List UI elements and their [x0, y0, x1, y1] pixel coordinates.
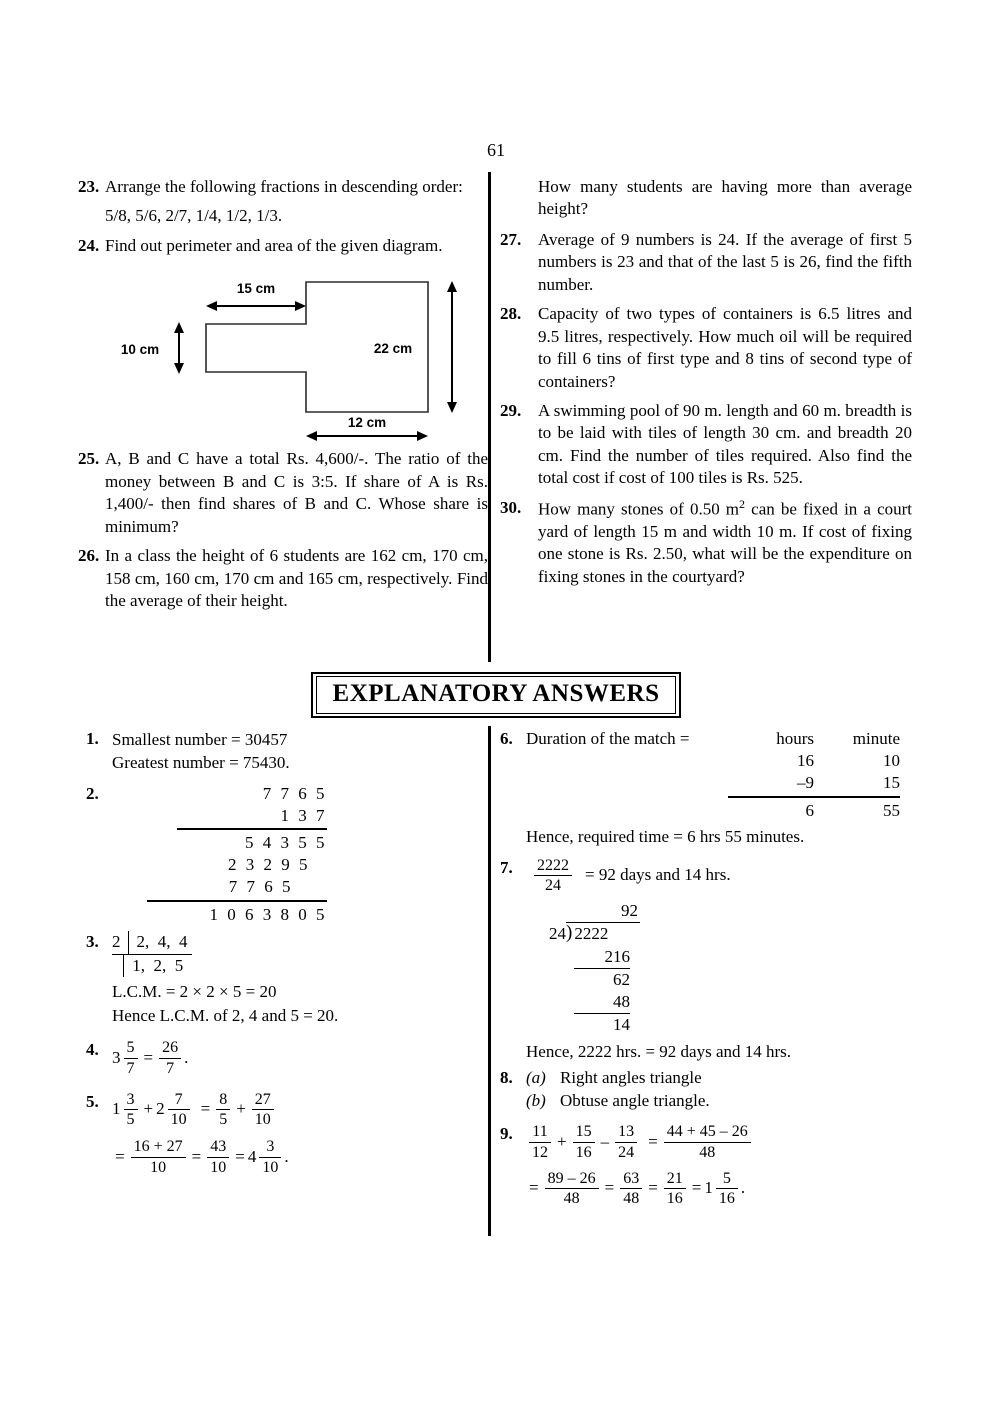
lcm-conclusion: Hence L.C.M. of 2, 4 and 5 = 20.	[112, 1005, 339, 1025]
denominator: 16	[575, 1143, 592, 1161]
numerator: 63	[620, 1170, 642, 1189]
answer-body	[526, 857, 900, 1064]
fraction-7	[259, 1138, 281, 1176]
answer-body	[526, 1123, 900, 1207]
equals-sign-4: =	[235, 1146, 245, 1166]
fraction-2	[159, 1039, 181, 1077]
lcm-spacer	[112, 955, 123, 977]
answer-number: 6.	[500, 729, 513, 748]
subtraction-row-3	[526, 991, 676, 1013]
table-row	[526, 772, 900, 794]
explanatory-answers-banner	[0, 672, 992, 718]
numerator: 3	[259, 1138, 281, 1157]
lcm-values-row-2: 1, 2, 5	[123, 955, 187, 977]
denominator: 16	[718, 1190, 735, 1208]
table-header-row	[526, 728, 900, 750]
arrowhead-up-right	[447, 281, 457, 292]
question-26	[78, 545, 488, 612]
questions-left-column	[78, 176, 488, 619]
gutter	[526, 1013, 574, 1036]
question-number: 26.	[78, 546, 100, 566]
hours-value-2: –9	[797, 773, 814, 793]
rule-1	[177, 828, 327, 830]
equals-sign-1: =	[200, 1099, 211, 1119]
subtraction-row-2	[526, 968, 676, 991]
gutter	[526, 946, 574, 968]
step-polygon-figure	[78, 264, 488, 444]
whole-part: 1	[112, 1099, 121, 1119]
table-row	[526, 750, 900, 772]
part-label-a: (a)	[526, 1068, 546, 1088]
answer-number: 2.	[86, 783, 99, 803]
quotient: 92	[566, 900, 640, 923]
numerator: 3	[124, 1091, 138, 1110]
whole-part: 3	[112, 1047, 121, 1067]
remainder-final: 14	[574, 1013, 630, 1036]
answer-number: 8.	[500, 1068, 513, 1088]
fraction-4	[664, 1123, 751, 1161]
hours-result: 6	[805, 801, 814, 821]
fraction-5	[545, 1170, 599, 1208]
numerator: 5	[716, 1170, 738, 1189]
lcm-division-box	[112, 931, 192, 976]
period: .	[740, 1178, 746, 1198]
dividend-row	[526, 923, 676, 945]
arrowhead-right-top	[295, 301, 306, 311]
minutes-value-1: 10	[883, 751, 900, 771]
question-number: 30.	[500, 497, 522, 517]
figure-label-top: 15 cm	[236, 281, 276, 297]
question-text: Capacity of two types of containers is 6.5 litres and 9.5 litres, respectively. How much oil will be required to fill 6 tins of first type and 8 tins of second type of containers?	[538, 304, 912, 391]
fraction-7	[664, 1170, 686, 1208]
equals-sign-1: =	[648, 1131, 658, 1151]
denominator: 10	[150, 1158, 167, 1176]
answer-number: 5.	[86, 1091, 99, 1111]
arrowhead-up-left	[174, 322, 184, 333]
question-27	[500, 229, 912, 296]
denominator: 24	[618, 1143, 635, 1161]
answer-body	[526, 728, 900, 849]
fraction-1	[124, 1039, 138, 1077]
duration-label: Duration of the match =	[526, 729, 690, 748]
whole-part: 1	[704, 1178, 713, 1198]
answer-1	[86, 728, 486, 775]
question-29	[500, 400, 912, 490]
quotient-gutter	[526, 900, 566, 923]
answer-7-result: = 92 days and 14 hrs.	[585, 865, 731, 885]
denominator: 48	[563, 1190, 580, 1208]
lcm-computation: L.C.M. = 2 × 2 × 5 = 20	[112, 982, 277, 1002]
equals-sign-5: =	[691, 1178, 702, 1198]
part-text-b: Obtuse angle triangle.	[560, 1091, 710, 1111]
question-number: 29.	[500, 400, 522, 420]
product: 1 0 6 3 8 0 5	[209, 904, 327, 924]
arrowhead-down-right	[447, 402, 457, 413]
numerator: 16 + 27	[131, 1138, 186, 1157]
part-label-b: (b)	[526, 1091, 546, 1111]
equals-sign-4: =	[648, 1178, 658, 1198]
equals-sign-2: =	[115, 1146, 125, 1166]
answer-3	[86, 931, 486, 1027]
question-text: Find out perimeter and area of the given diagram.	[105, 235, 443, 255]
answer-body	[112, 728, 486, 775]
answer-number: 7.	[500, 857, 513, 877]
answers-right-column	[500, 728, 900, 1211]
gutter	[526, 968, 574, 991]
numerator: 5	[124, 1039, 138, 1058]
subtraction-rule	[728, 796, 900, 798]
question-text: Average of 9 numbers is 24. If the average of first 5 numbers is 23 and that of the last 5 is 26, find the fifth number.	[538, 229, 912, 294]
question-24	[78, 235, 488, 257]
answers-left-column	[86, 728, 486, 1180]
banner-outer-border	[311, 672, 682, 718]
question-text: In a class the height of 6 students are 162 cm, 170 cm, 158 cm, 160 cm, 170 cm and 165 cm, respectively. Find the average of their height.	[105, 546, 488, 610]
answer-body	[112, 783, 486, 926]
question-text: A swimming pool of 90 m. length and 60 m. breadth is to be laid with tiles of length 30 cm. and breadth 20 cm. Find the number of tiles required. Also find the total cost if cost of 100 tiles is Rs. 525.	[538, 400, 912, 488]
answer-7-equation	[526, 857, 900, 895]
answer-body	[112, 1091, 486, 1176]
partial-1: 216	[604, 946, 630, 966]
question-23	[78, 176, 488, 198]
column-header-hours: hours	[776, 729, 814, 748]
divisor: 24	[549, 924, 566, 944]
equals-sign-2: =	[529, 1178, 539, 1198]
remainder-1: 62	[574, 968, 630, 991]
answer-2	[86, 783, 486, 926]
question-number: 27.	[500, 229, 522, 249]
lcm-divisor: 2	[112, 931, 128, 954]
answer-body	[112, 1039, 486, 1077]
fraction-2	[168, 1091, 190, 1129]
multiplier: 1 3 7	[280, 805, 327, 825]
hours-value-1: 16	[797, 751, 814, 771]
denominator: 48	[699, 1143, 716, 1161]
numerator: 8	[216, 1091, 230, 1110]
denominator: 7	[126, 1059, 135, 1077]
answer-7-conclusion: Hence, 2222 hrs. = 92 days and 14 hrs.	[526, 1041, 792, 1061]
fraction-1	[534, 857, 572, 895]
answer-8-part-a	[526, 1067, 900, 1090]
banner-title: EXPLANATORY ANSWERS	[316, 676, 677, 714]
questions-right-column	[500, 176, 912, 595]
answer-number: 9.	[500, 1124, 513, 1144]
numerator: 2222	[534, 857, 572, 876]
denominator: 7	[166, 1059, 175, 1077]
arrowhead-right-bottom	[417, 431, 428, 441]
partial-2: 48	[613, 991, 630, 1011]
denominator: 16	[666, 1190, 683, 1208]
denominator: 12	[532, 1143, 548, 1161]
partial-product-2: 2 3 2 9 5	[228, 855, 310, 875]
question-30-part1: How many stones of 0.50 m	[538, 499, 740, 519]
answer-9-line-2	[526, 1170, 900, 1208]
numerator: 7	[168, 1091, 190, 1110]
answer-9	[500, 1123, 900, 1207]
fraction-3	[216, 1091, 230, 1129]
mixed-number-3	[248, 1138, 285, 1176]
division-bracket: )	[566, 922, 573, 944]
fraction-2	[573, 1123, 595, 1161]
answer-5-line-2	[112, 1138, 486, 1176]
denominator: 10	[254, 1111, 271, 1129]
minutes-result: 55	[883, 801, 900, 821]
denominator: 48	[623, 1190, 640, 1208]
long-division	[526, 900, 676, 1036]
numerator: 13	[615, 1123, 637, 1142]
plus-sign-2: +	[236, 1099, 246, 1119]
mixed-number-2	[156, 1091, 193, 1129]
minutes-value-2: 15	[883, 773, 900, 793]
fraction-4	[252, 1091, 274, 1129]
answer-7	[500, 857, 900, 1064]
time-subtraction-table	[526, 728, 900, 822]
minus-sign: –	[600, 1131, 610, 1151]
numerator: 26	[159, 1039, 181, 1058]
numerator: 44 + 45 – 26	[664, 1123, 751, 1142]
answer-body	[526, 1067, 900, 1113]
dividend: 2222	[574, 924, 609, 944]
numerator: 89 – 26	[545, 1170, 599, 1189]
table-row	[526, 800, 900, 822]
mixed-number-1	[112, 1091, 141, 1129]
figure-label-left: 10 cm	[120, 342, 160, 358]
answer-number: 3.	[86, 932, 99, 952]
lcm-top-row	[112, 931, 192, 954]
arrowhead-left-bottom	[306, 431, 317, 441]
denominator: 10	[262, 1158, 279, 1176]
lcm-bottom-row	[112, 955, 192, 977]
answer-body	[112, 931, 486, 1027]
fraction-8	[716, 1170, 738, 1208]
column-divider-bottom	[488, 726, 491, 1236]
plus-sign: +	[557, 1131, 567, 1151]
partial-product-1: 5 4 3 5 5	[245, 833, 327, 853]
equals-sign-3: =	[604, 1178, 615, 1198]
subtraction-row-4	[526, 1013, 676, 1036]
lcm-values-row-1: 2, 4, 4	[128, 931, 192, 954]
questions-area	[0, 176, 992, 666]
fraction-6	[620, 1170, 642, 1208]
numerator: 11	[529, 1123, 551, 1142]
question-30	[500, 497, 912, 588]
answer-4-equation	[112, 1039, 486, 1077]
whole-part: 4	[247, 1146, 257, 1166]
figure-label-right: 22 cm	[373, 341, 413, 357]
whole-part: 2	[156, 1099, 165, 1119]
denominator: 10	[210, 1158, 227, 1176]
answer-5	[86, 1091, 486, 1176]
arrowhead-left-top	[206, 301, 217, 311]
denominator: 24	[545, 877, 561, 895]
question-text	[538, 497, 912, 588]
question-26-continuation: How many students are having more than average height?	[538, 177, 912, 219]
answer-number: 1.	[86, 729, 99, 748]
answer-number: 4.	[86, 1040, 99, 1060]
numerator: 27	[252, 1091, 274, 1110]
answer-1-line-2: Greatest number = 75430.	[112, 753, 290, 773]
period: .	[284, 1146, 289, 1166]
fraction-5	[131, 1138, 186, 1176]
multiplicand: 7 7 6 5	[262, 783, 327, 803]
answer-8	[500, 1067, 900, 1113]
fraction-1	[529, 1123, 551, 1161]
question-number: 23.	[78, 177, 100, 196]
plus-sign: +	[143, 1099, 154, 1119]
question-number: 28.	[500, 304, 522, 324]
numerator: 15	[573, 1123, 595, 1142]
mixed-number-1	[704, 1170, 741, 1208]
answer-8-part-b	[526, 1090, 900, 1113]
partial-product-3: 7 7 6 5	[228, 876, 293, 896]
answer-1-line-1: Smallest number = 30457	[112, 730, 288, 749]
fraction-1	[124, 1091, 138, 1129]
figure-label-bottom: 12 cm	[347, 415, 387, 431]
numerator: 21	[664, 1170, 686, 1189]
denominator: 5	[126, 1111, 135, 1129]
denominator: 10	[170, 1111, 187, 1129]
column-header-minutes: minute	[852, 729, 900, 748]
page-number: 61	[487, 140, 505, 160]
superscript-two: 2	[739, 496, 746, 511]
answer-5-line-1	[112, 1091, 486, 1129]
question-number: 24.	[78, 235, 100, 255]
equals-sign: =	[143, 1047, 154, 1067]
answer-9-line-1	[526, 1123, 900, 1161]
question-28	[500, 303, 912, 393]
quotient-row	[526, 900, 676, 923]
question-30-part2: can be fixed in a court yard of length 15 m and width 10 m. If cost of fixing one stone is Rs. 2.50, what will be the expenditure on fixing stones in the courtyard?	[538, 499, 913, 586]
multiplication-worksheet	[112, 783, 327, 926]
part-text-a: Right angles triangle	[560, 1068, 702, 1088]
question-number: 25.	[78, 449, 100, 469]
question-23-fractions: 5/8, 5/6, 2/7, 1/4, 1/2, 1/3.	[105, 206, 283, 226]
denominator: 5	[219, 1111, 228, 1129]
numerator: 43	[207, 1138, 229, 1157]
question-25	[78, 448, 488, 538]
fraction-6	[207, 1138, 229, 1176]
question-text: Arrange the following fractions in descending order:	[105, 177, 463, 196]
mixed-number-1	[112, 1039, 141, 1077]
answer-6	[500, 728, 900, 849]
question-text: A, B and C have a total Rs. 4,600/-. The ratio of the money between B and C is 3:5. If share of A is Rs. 1,400/- then find shares of B and C. Whose share is minimum?	[105, 449, 488, 536]
arrowhead-down-left	[174, 363, 184, 374]
period: .	[184, 1047, 189, 1067]
fraction-3	[615, 1123, 637, 1161]
answer-6-conclusion: Hence, required time = 6 hrs 55 minutes.	[526, 827, 805, 847]
subtraction-row-1	[526, 946, 676, 968]
equals-sign-3: =	[191, 1146, 202, 1166]
answer-4	[86, 1039, 486, 1077]
gutter	[526, 991, 574, 1013]
rule-2	[147, 900, 327, 902]
